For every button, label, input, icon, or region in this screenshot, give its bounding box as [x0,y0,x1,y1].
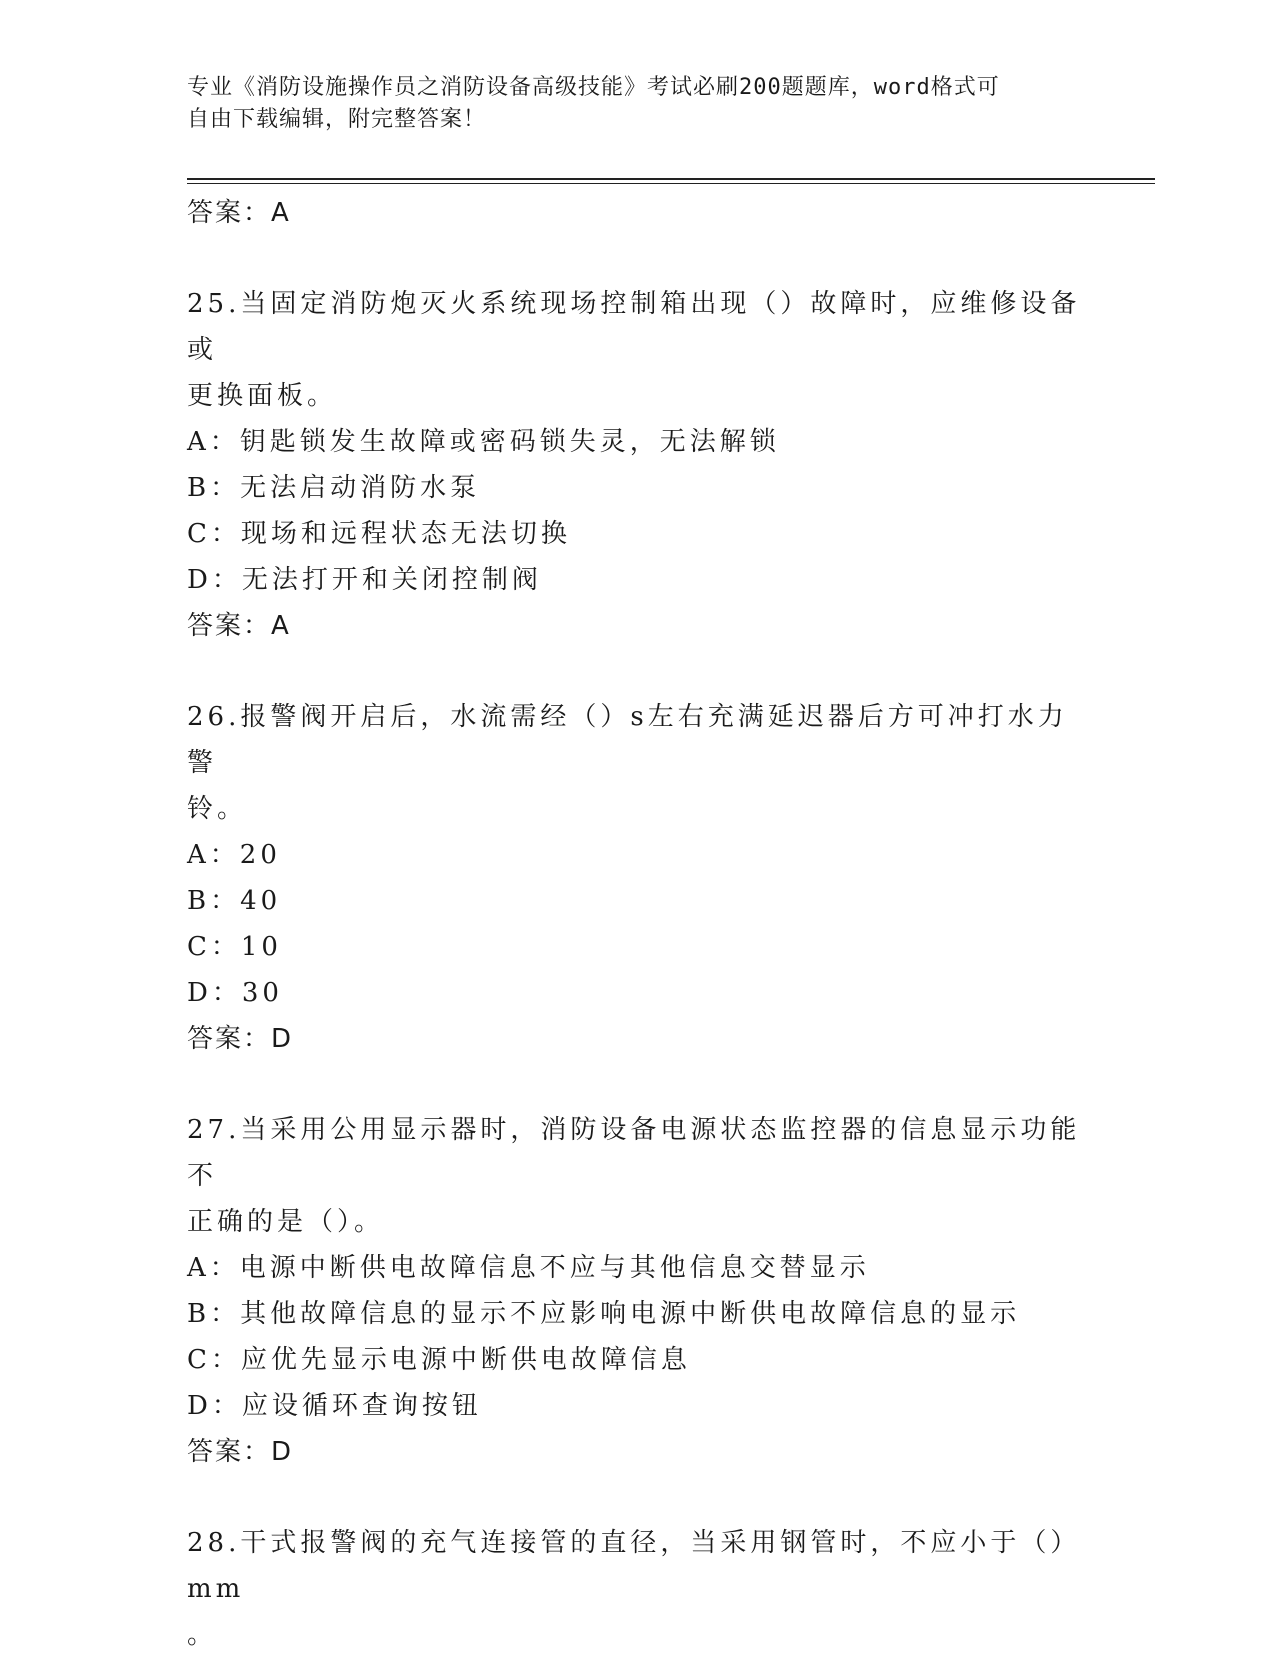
question-stem: 26.报警阀开启后，水流需经（）s左右充满延迟器后方可冲打水力警 [187,702,1068,778]
option-b: B：40 [187,886,282,916]
question-list [187,190,1087,1658]
answer: 答案：A [187,611,291,641]
option-d: D：应设循环查询按钮 [187,1391,482,1421]
question-27 [187,1107,1087,1475]
question-stem-continued: 更换面板。 [187,381,338,411]
previous-answer: 答案：A [187,198,291,228]
header-divider-thick [187,178,1155,180]
answer: 答案：D [187,1024,294,1054]
spacer [187,236,1087,281]
question-stem-continued: 正确的是（）。 [187,1207,385,1237]
question-stem-continued: 铃。 [187,794,248,824]
question-26 [187,694,1087,1062]
document-header [187,72,1087,136]
option-a: A：钥匙锁发生故障或密码锁失灵，无法解锁 [187,427,780,457]
spacer [187,1062,1087,1107]
header-divider-thin [187,183,1155,184]
question-28 [187,1520,1087,1658]
option-b: B：其他故障信息的显示不应影响电源中断供电故障信息的显示 [187,1299,1021,1329]
option-c: C：现场和远程状态无法切换 [187,519,571,549]
option-a: A：电源中断供电故障信息不应与其他信息交替显示 [187,1253,870,1283]
question-stem: 27.当采用公用显示器时，消防设备电源状态监控器的信息显示功能不 [187,1115,1081,1191]
option-a: A：20 [187,840,281,870]
option-d: D：无法打开和关闭控制阀 [187,565,542,595]
header-line-1: 专业《消防设施操作员之消防设备高级技能》考试必刷200题题库，word格式可 [187,75,1000,100]
spacer [187,1475,1087,1520]
question-stem-continued: 。 [187,1620,218,1650]
question-stem: 25.当固定消防炮灭火系统现场控制箱出现（）故障时，应维修设备或 [187,289,1081,365]
spacer [187,649,1087,694]
question-25 [187,281,1087,649]
question-stem: 28.干式报警阀的充气连接管的直径，当采用钢管时，不应小于（）mm [187,1528,1081,1604]
option-b: B：无法启动消防水泵 [187,473,481,503]
option-d: D：30 [187,978,283,1008]
header-line-2: 自由下载编辑，附完整答案！ [187,107,487,132]
option-c: C：10 [187,932,282,962]
option-c: C：应优先显示电源中断供电故障信息 [187,1345,691,1375]
answer: 答案：D [187,1437,294,1467]
